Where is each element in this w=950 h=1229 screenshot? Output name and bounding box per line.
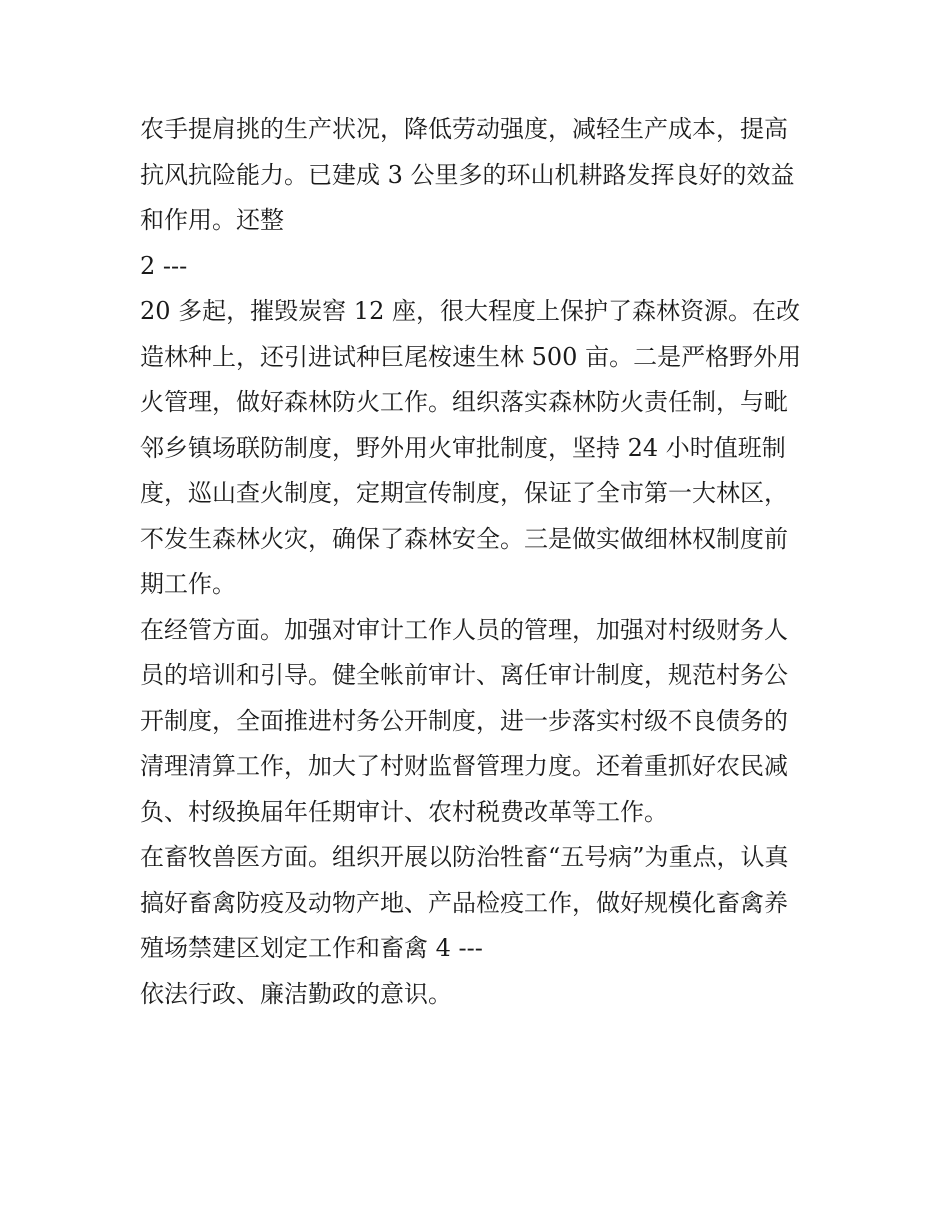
document-body (140, 107, 830, 1017)
text-line: 搞好畜禽防疫及动物产地、产品检疫工作，做好规模化畜禽养 (140, 888, 788, 917)
text-line: 依法行政、廉洁勤政的意识。 (140, 979, 452, 1008)
page-marker: 2 --- (140, 251, 188, 280)
text-line: 20 多起，摧毁炭窖 12 座，很大程度上保护了森林资源。在改 (140, 297, 800, 325)
text-line: 殖场禁建区划定工作和畜禽 4 --- (140, 934, 483, 962)
text-line: 不发生森林火灾，确保了森林安全。三是做实做细林权制度前 (140, 524, 788, 553)
text-line: 负、村级换届年任期审计、农村税费改革等工作。 (140, 797, 668, 826)
text-line: 抗风抗险能力。已建成 3 公里多的环山机耕路发挥良好的效益 (140, 160, 795, 189)
text-line: 火管理，做好森林防火工作。组织落实森林防火责任制，与毗 (140, 388, 788, 416)
text-line: 期工作。 (140, 570, 236, 598)
text-line: 造林种上，还引进试种巨尾桉速生林 500 亩。二是严格野外用 (140, 342, 802, 371)
text-line: 在畜牧兽医方面。组织开展以防治牲畜“五号病”为重点，认真 (140, 843, 789, 871)
text-line: 度，巡山查火制度，定期宣传制度，保证了全市第一大林区， (140, 479, 788, 507)
text-line: 清理清算工作，加大了村财监督管理力度。还着重抓好农民减 (140, 752, 788, 780)
text-line: 邻乡镇场联防制度，野外用火审批制度，坚持 24 小时值班制 (140, 433, 786, 462)
text-line: 在经管方面。加强对审计工作人员的管理，加强对村级财务人 (140, 615, 788, 644)
text-line: 农手提肩挑的生产状况，降低劳动强度，减轻生产成本，提高 (140, 115, 788, 143)
text-line: 和作用。还整 (140, 206, 284, 234)
text-line: 开制度，全面推进村务公开制度，进一步落实村级不良债务的 (140, 706, 788, 735)
text-line: 员的培训和引导。健全帐前审计、离任审计制度，规范村务公 (140, 661, 788, 689)
